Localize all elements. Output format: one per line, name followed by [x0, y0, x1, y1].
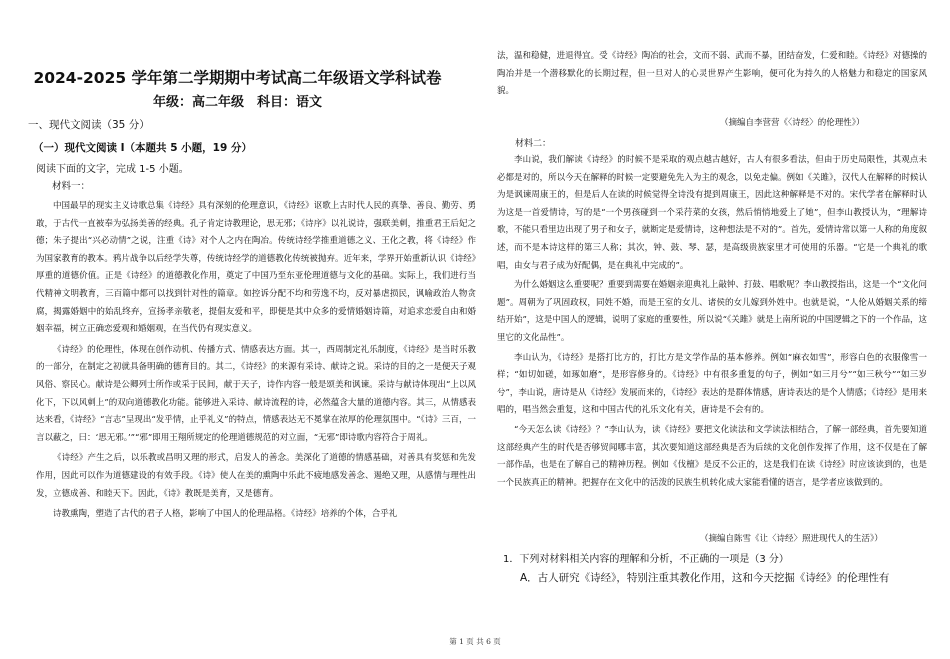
material1-label: 材料一： — [52, 181, 91, 192]
source-citation-1: （摘编自李营营《〈诗经〉的伦理性》） — [720, 118, 865, 128]
material1-para: 中国最早的现实主义诗歌总集《诗经》具有深刻的伦理意识，《诗经》讴歌上古时代人民的真挚、善良、勤劳、勇敢，于古代一直被奉为弘扬美善的经典。孔子肯定诗教理论，思无邪；《诗序》以礼说诗，强联美刺，推重君王后妃之德；朱子提出“兴必动情”之说，注重《诗》对个人之内在陶冶。传统诗经学推重道德之义、王化之教，将《诗经》作为国家教育的教本。鸦片战争以后经学失尊，传统诗经学的道德教化传统被抛弃。近年来，学界开始重新认识《诗经》厚重的道德价值。正是《诗经》的道德教化作用，奠定了中国乃至东亚伦理道德与文化的基础。实际上，我们进行当代精神文明教育，三百篇中都可以找到针对性的篇章。如控诉分配不均和劳逸不均，反对暴虐损民，讽喻政治人物贪腐，揭露婚姻中的始乱终弃，宣扬孝亲敬老，提倡友爱和平，即便是其中众多的爱情婚姻诗篇，对追求恋爱自由和婚姻幸福，树立正确恋爱观和婚姻观，在当代仍有现实意义。 — [36, 201, 476, 335]
question-1-option-a: A．古人研究《诗经》，特别注重其教化作用，这和今天挖掘《诗经》的伦理性有 — [520, 572, 890, 584]
material1-text — [36, 198, 476, 524]
material1-continued — [497, 48, 927, 101]
material2-para: “今天怎么读《诗经》？”李山认为，读《诗经》要把文化读法和文学读法相结合，了解一部经典，首先要知道这部经典产生的时代是否够贸闻哪丰富，其次要知道这部经典是否为后续的文化创作发挥了作用，这不仅是在了解一部作品，也是在了解自己的精神历程。例如《伐檀》是反不公正的，这是我们在读《诗经》时应该读到的，也是一个民族真正的精神。把握存在文化中的活泼的民族生机转化成大家能看懂的语言，是学者应该做到的。 — [497, 424, 927, 488]
instruction: 阅读下面的文字，完成 1-5 小题。 — [36, 164, 189, 175]
subsection-heading: （一）现代文阅读 I（本题共 5 小题，19 分） — [33, 142, 252, 154]
exam-title: 2024-2025 学年第二学期期中考试高二年级语文学科试卷 — [33, 69, 442, 87]
exam-grade-subject: 年级：高二年级 科目：语文 — [152, 95, 322, 110]
material1-para: 诗教熏陶，塑造了古代的君子人格，影响了中国人的伦理品格。《诗经》培养的个体，合乎礼 — [53, 509, 398, 520]
material2-para: 李山认为，《诗经》是搭打比方的，打比方是文学作品的基本修养。例如“麻衣如雪”，形容白色的衣服像雪一样；“如切如磋，如琢如磨”，是形容修身的。《诗经》中有很多重复的句子，例如“如三月兮”“如三秋兮”“如三岁兮”，李山说，唐诗是从《诗经》发展而来的，《诗经》表达的是群体情感，唐诗表达的是个人情感；《诗经》是用来唱的，唱当然会重复，这和中国古代的礼乐文化有关，唐诗是不会有的。 — [497, 352, 927, 416]
material1-para: 《诗经》产生之后，以乐教或昌明又理的形式，启发人的善念。美深化了道德的情感基础，对善具有奖惩和先发作用，因此可以作为道德建设的有效手段。《诗》使人在美的熏陶中乐此不疲地感发善念、遏绝又理，从感情与理性出发，立德成善、和睦天下。因此，《诗》教既是美育，又是德育。 — [36, 453, 476, 499]
material1-para: 法，温和稳健，进退得宜。受《诗经》陶冶的社会，文而不弱、武而不暴，团结奋发，仁爱和睦。《诗经》对德操的陶冶并是一个潜移默化的长期过程，但一旦对人的心灵世界产生影响，便可化为持久的人格魅力和稳定的国家风貌。 — [497, 51, 927, 97]
question-1: 1．下列对材料相关内容的理解和分析，不正确的一项是（3 分） — [503, 554, 789, 565]
material2-text — [497, 152, 927, 492]
section-heading: 一、现代文阅读（35 分） — [28, 119, 150, 131]
material1-para: 《诗经》的伦理性，体现在创作动机、传播方式、情感表达方面。其一，西周制定礼乐制度，《诗经》是当时乐教的一部分，在制定之初就具备明确的德育目的。其二，《诗经》的来源有采诗、献诗之说。采诗的目的之一是便天子观风俗、察民心。献诗是公卿列士所作或采于民间，献于天子，诗作内容一般是颂美和讽谏。采诗与献诗体现出“上以风化下，下以风刺上”的双向道德教化功能。能够进入采诗、献诗流程的诗，必然蕴含大量的道德内容。其三，从情感表达来看，《诗经》“言志”呈现出“发乎情，止乎礼义”的特点，情感表达无不冕掌在浓厚的伦理氛围中。“《诗》三百，一言以蔽之，曰：‘思无邪。’”“邪”即用王翔所规定的伦理道德规范的对立面，“无邪”即诗歌内容符合于周礼。 — [36, 344, 476, 443]
material2-label: 材料二： — [515, 139, 552, 149]
material2-para: 李山说，我们解读《诗经》的时候不是采取的观点越古越好，古人有很多看法，但由于历史局限性，其观点未必都是对的，所以今天在解释的时候一定要避免先入为主的观念，以免走偏。例如《关雎》，汉代人在解释的时候认为是讽谏周康王的，但是后人在读的时候觉得全诗没有提到周康王，因此这种解释是不对的。宋代学者在解释时认为这是一首爱情诗，写的是“一个男孩碰到一个采荇菜的女孩，然后悄悄地爱上了她”，但李山教授认为，“理解诗歌，不能只看里边出现了男子和女子，就断定是爱情诗，这种想法是不对的”。首先，爱情诗常以第一人称的角度叙述，而不是本诗这样的第三人称；其次，钟、鼓、琴、瑟，是高级贵族家里才可使用的乐器。“它是一个典礼的歌唱，由女与君子成为好配偶，是在典礼中完成的”。 — [497, 155, 927, 271]
page-number: 第 1 页 共 6 页 — [449, 637, 501, 646]
material2-para: 为什么婚姻这么重要呢？重要到需要在婚姻亲迎典礼上敲钟、打鼓、唱歌呢？李山教授指出，这是一个“文化问题”。周朝为了巩固政权，同姓不婚，而是王室的女儿、诸侯的女儿嫁到外姓中。也就是说，“人伦从婚姻关系的缔结开始”，这是中国人的逻辑，说明了家庭的重要性，所以说“《关雎》就是上南所说的中国逻辑之下的一个作品，这里它的文化品性”。 — [497, 280, 927, 343]
source-citation-2: （摘编自陈雪《让〈诗经〉照进现代人的生活》） — [700, 534, 883, 544]
